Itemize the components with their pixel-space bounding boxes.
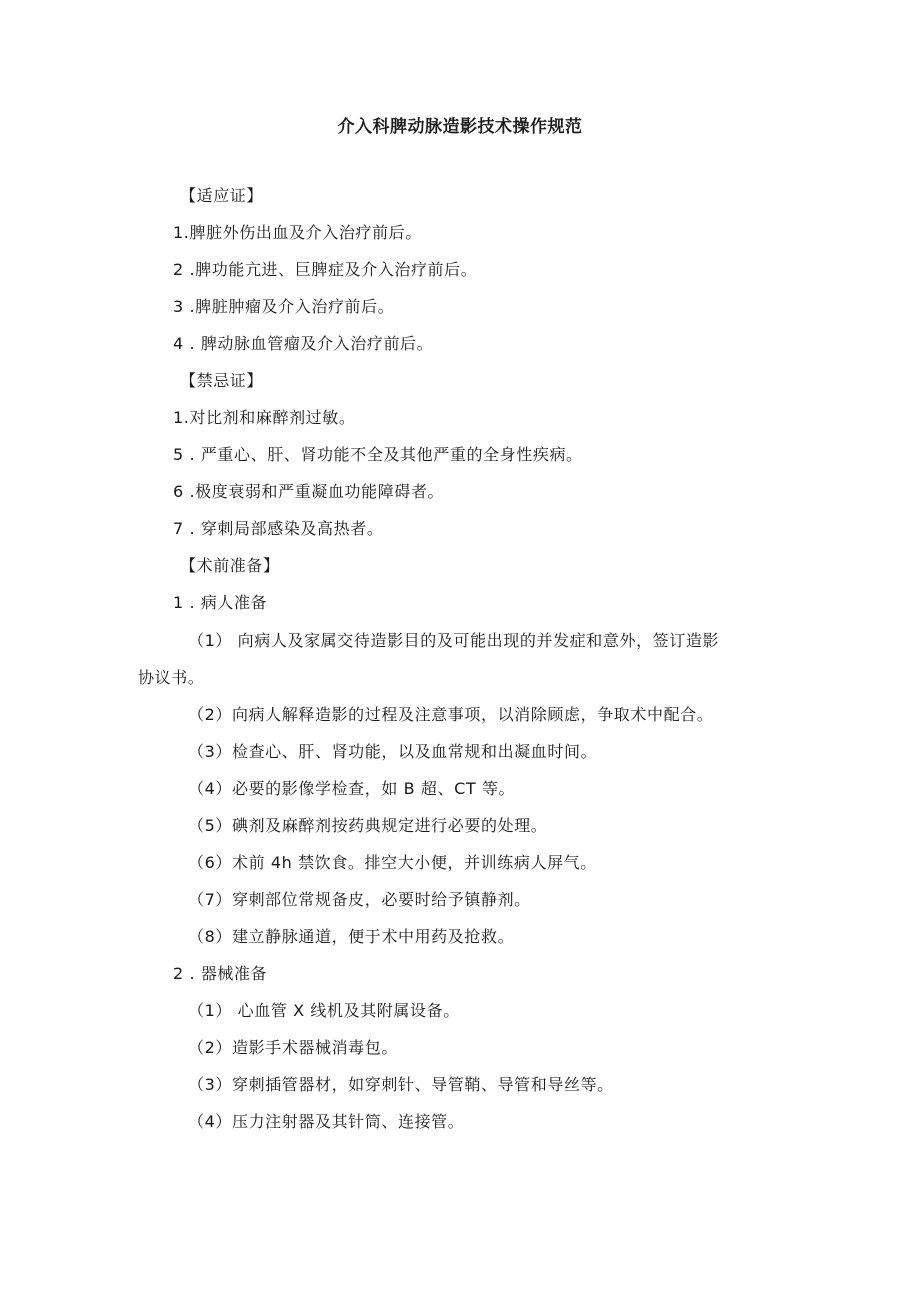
- list-item: 3 .脾脏肿瘤及介入治疗前后。: [173, 297, 395, 316]
- list-item: （5）碘剂及麻醉剂按药典规定进行必要的处理。: [188, 816, 548, 835]
- list-item: （4）必要的影像学检查，如 B 超、CT 等。: [188, 779, 516, 798]
- list-item: 1.脾脏外伤出血及介入治疗前后。: [173, 223, 422, 242]
- document-title: 介入科脾动脉造影技术操作规范: [337, 117, 583, 137]
- list-item: 6 .极度衰弱和严重凝血功能障碍者。: [173, 482, 445, 501]
- section-heading-indications: 【适应证】: [180, 186, 264, 205]
- subsection-heading-equipment: 2 . 器械准备: [173, 964, 268, 983]
- list-item: 7 . 穿刺局部感染及高热者。: [173, 519, 384, 538]
- list-item-continuation: 协议书。: [138, 668, 205, 687]
- list-item: （4）压力注射器及其针筒、连接管。: [188, 1112, 465, 1131]
- list-item: （6）术前 4h 禁饮食。排空大小便，并训练病人屏气。: [188, 853, 597, 872]
- section-heading-preparation: 【术前准备】: [180, 556, 280, 575]
- list-item: （3）检查心、肝、肾功能，以及血常规和出凝血时间。: [188, 742, 598, 761]
- list-item: （3）穿刺插管器材，如穿刺针、导管鞘、导管和导丝等。: [188, 1075, 614, 1094]
- list-item: （1） 向病人及家属交待造影目的及可能出现的并发症和意外，签订造影: [188, 631, 720, 650]
- list-item: 1.对比剂和麻醉剂过敏。: [173, 408, 356, 427]
- list-item: （8）建立静脉通道，便于术中用药及抢救。: [188, 927, 515, 946]
- section-heading-contraindications: 【禁忌证】: [180, 371, 264, 390]
- list-item: 4 . 脾动脉血管瘤及介入治疗前后。: [173, 334, 434, 353]
- list-item: （2）造影手术器械消毒包。: [188, 1038, 398, 1057]
- list-item: 2 .脾功能亢进、巨脾症及介入治疗前后。: [173, 260, 478, 279]
- list-item: （2）向病人解释造影的过程及注意事项，以消除顾虑，争取术中配合。: [188, 705, 714, 724]
- list-item: 5 . 严重心、肝、肾功能不全及其他严重的全身性疾病。: [173, 445, 583, 464]
- list-item: （7）穿刺部位常规备皮，必要时给予镇静剂。: [188, 890, 531, 909]
- list-item: （1） 心血管 X 线机及其附属设备。: [188, 1001, 460, 1020]
- subsection-heading-patient: 1 . 病人准备: [173, 593, 268, 612]
